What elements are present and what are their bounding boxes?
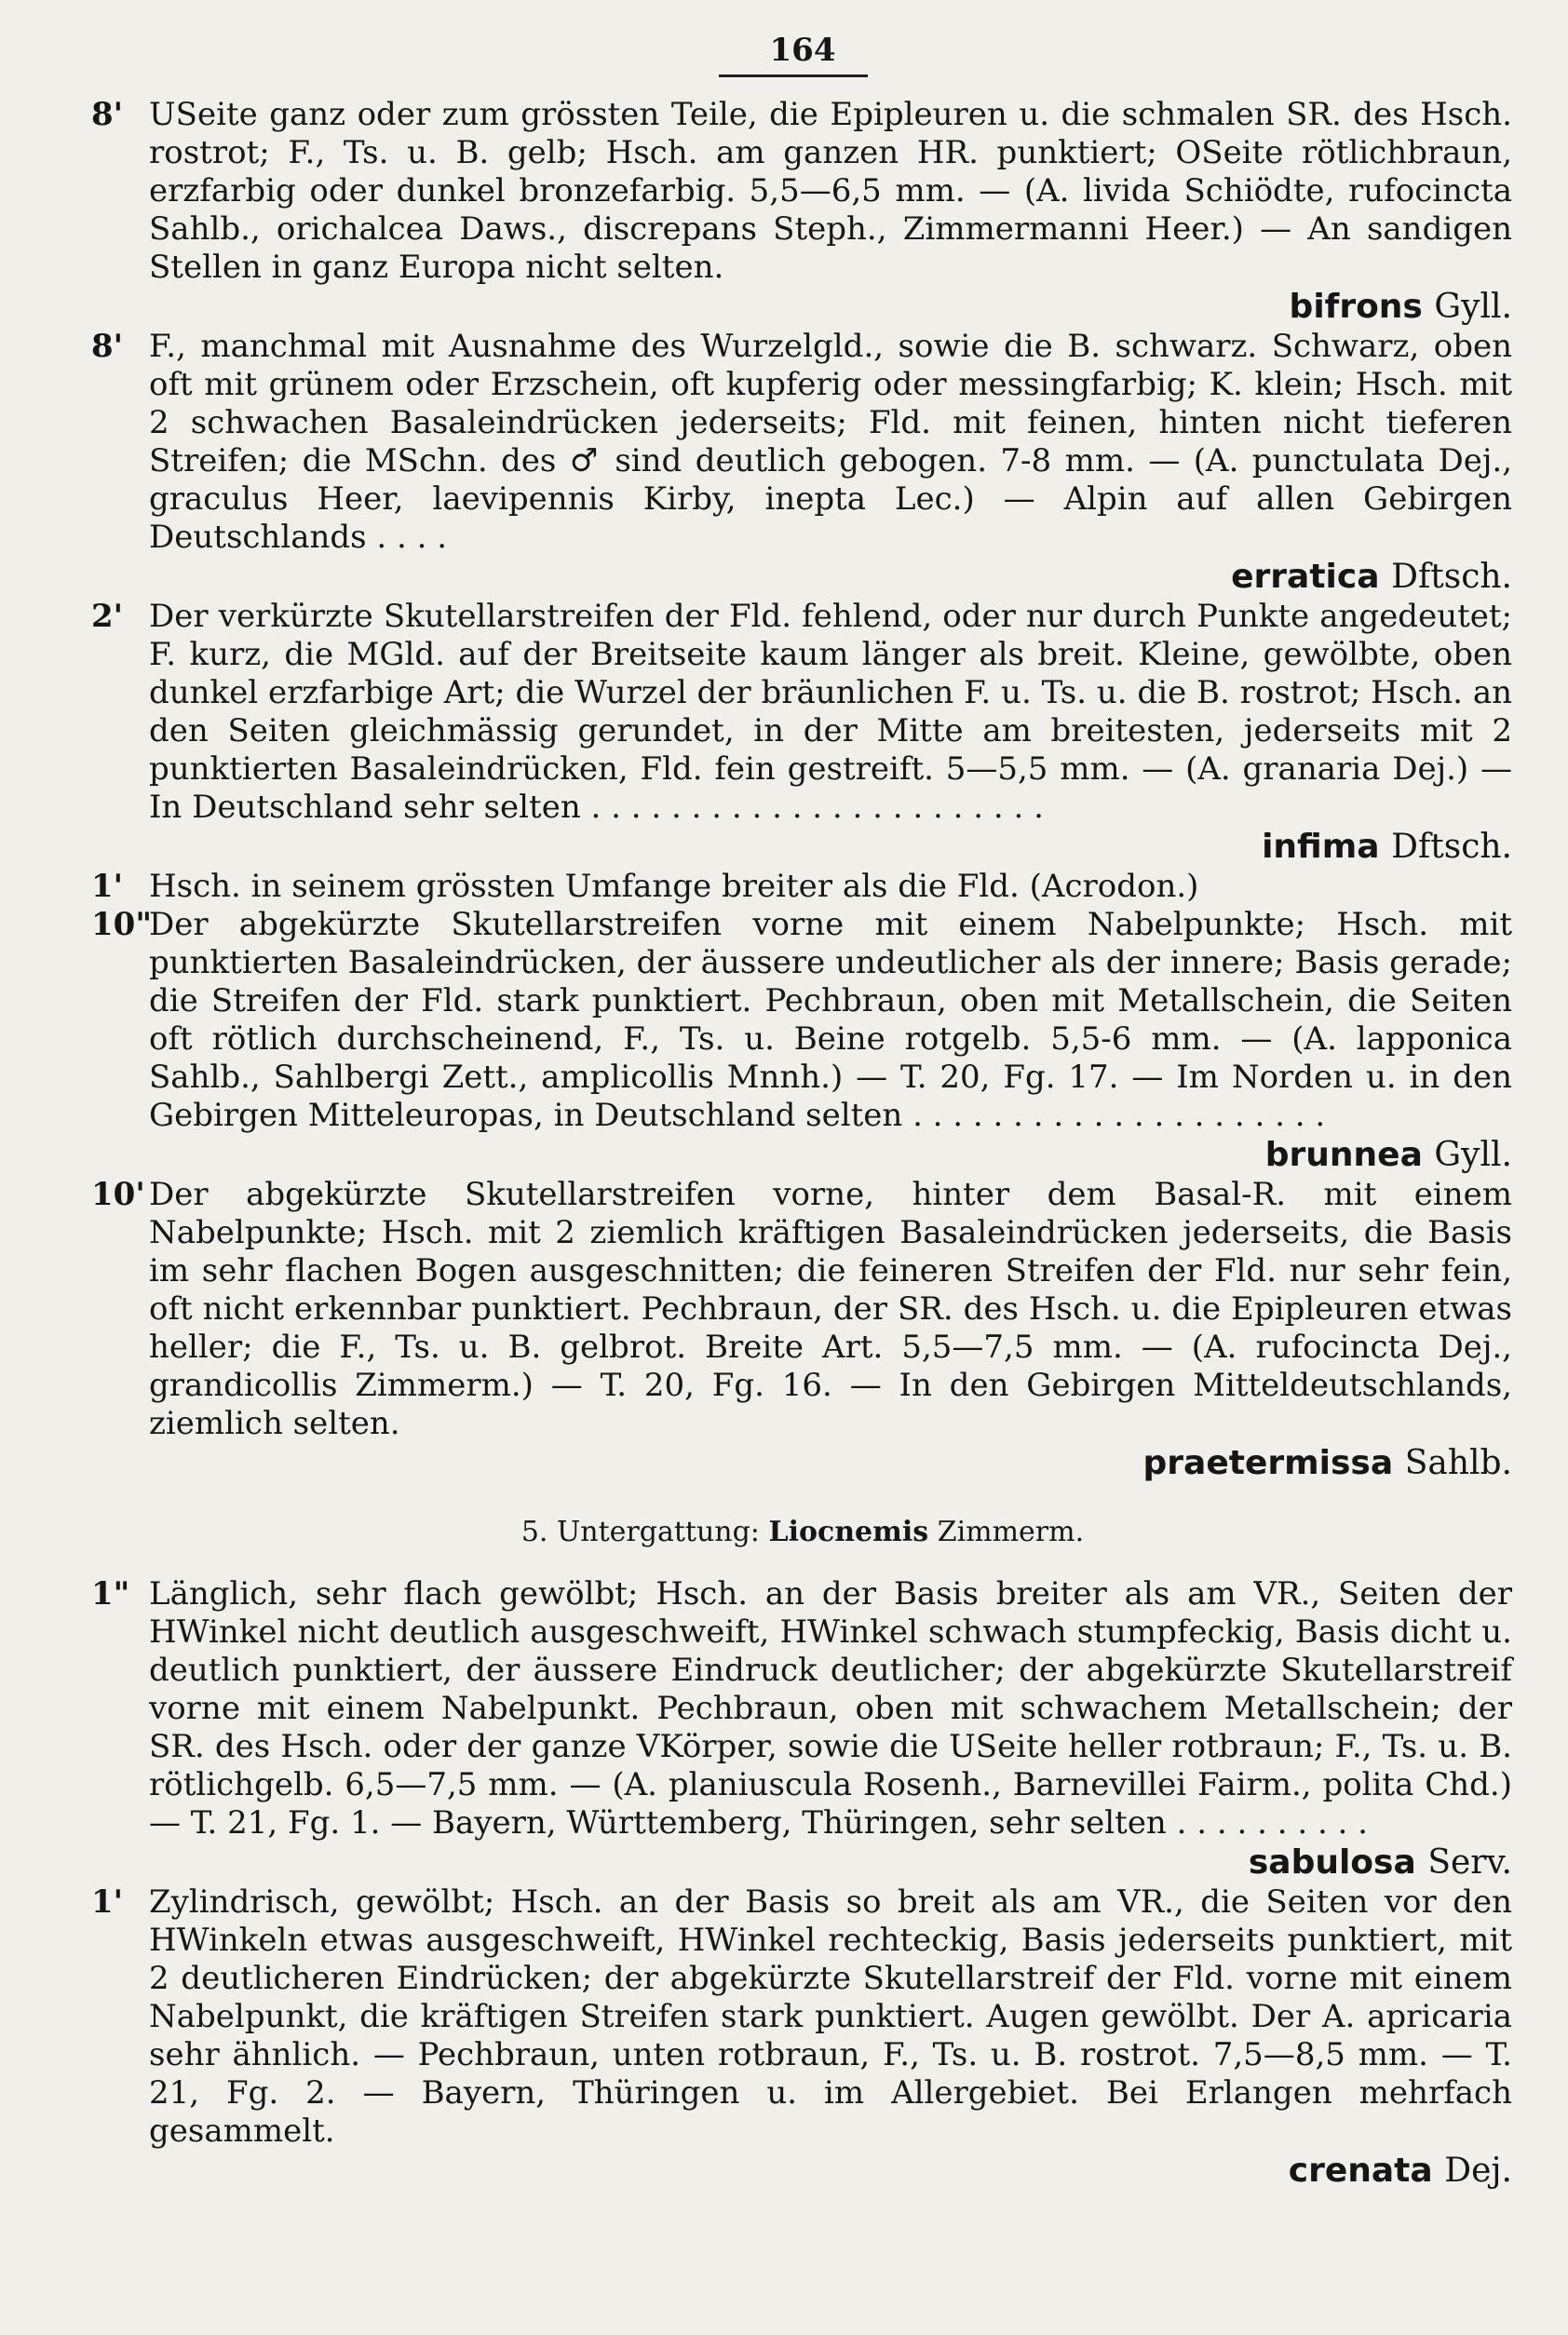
entry-text-block	[91, 868, 1512, 906]
key-entry	[91, 96, 1512, 328]
species-name: praetermissa	[1142, 1444, 1394, 1482]
entry-description: Der abgekürzte Skutellarstreifen vorne mit einem Nabelpunkte; Hsch. mit punktierten Basaleindrücken, der äussere undeutlicher als der innere; Basis gerade; die Streifen der Fld. stark punktiert. Pechbraun, oben mit Metallschein, die Seiten oft rötlich durchscheinend, F., Ts. u. Beine rotgelb. 5,5-6 mm. — (A. lapponica Sahlb., Sahlbergi Zett., amplicollis Mnnh.) — T. 20, Fg. 17. — Im Norden u. in den Gebirgen Mitteleuropas, in Deutschland selten . . . . . . . . . . . . . . . . . . . . .	[149, 906, 1512, 1134]
species-name: infima	[1262, 828, 1380, 866]
key-entry	[91, 328, 1512, 598]
species-name: brunnea	[1264, 1136, 1423, 1174]
couplet-marker: 1'	[91, 1883, 124, 1921]
key-entries	[91, 96, 1512, 1484]
species-name: bifrons	[1289, 288, 1423, 326]
page-number: 164	[769, 32, 836, 69]
entry-text-block	[91, 598, 1512, 827]
couplet-marker: 1'	[91, 868, 124, 905]
entry-text-block	[91, 1176, 1512, 1443]
couplet-marker: 10"	[91, 906, 153, 943]
species-line	[149, 1842, 1512, 1883]
subgenus-name: Liocnemis	[768, 1516, 929, 1548]
key-entry	[91, 1883, 1512, 2192]
species-author: Dftsch.	[1391, 558, 1512, 596]
entry-text-block	[91, 1883, 1512, 2151]
species-author: Dej.	[1444, 2152, 1512, 2190]
subgenus-prefix: 5. Untergattung:	[520, 1516, 760, 1548]
page-number-rule	[719, 74, 868, 77]
species-line	[149, 2151, 1512, 2192]
species-name: sabulosa	[1248, 1843, 1416, 1882]
entry-description: Der verkürzte Skutellarstreifen der Fld. fehlend, oder nur durch Punkte angedeutet; F. kurz, die MGld. auf der Breitseite kaum länger als breit. Kleine, gewölbte, oben dunkel erzfarbige Art; die Wurzel der bräunlichen F. u. Ts. u. die B. rostrot; Hsch. an den Seiten gleichmässig gerundet, in der Mitte am breitesten, jederseits mit 2 punktierten Basaleindrücken, Fld. fein gestreift. 5—5,5 mm. — (A. granaria Dej.) — In Deutschland sehr selten . . . . . . . . . . . . . . . . . . . . . . .	[149, 598, 1512, 826]
key-entry	[91, 1575, 1512, 1883]
species-author: Serv.	[1427, 1843, 1512, 1882]
entry-description: Hsch. in seinem grössten Umfange breiter als die Fld. (Acrodon.)	[149, 868, 1199, 905]
subgenus-heading	[93, 1512, 1512, 1553]
species-line	[149, 1135, 1512, 1176]
species-line	[149, 287, 1512, 328]
entry-description: Länglich, sehr flach gewölbt; Hsch. an der Basis breiter als am VR., Seiten der HWinkel nicht deutlich ausgeschweift, HWinkel schwach stumpfeckig, Basis dicht u. deutlich punktiert, der äussere Eindruck deutlicher; der abgekürzte Skutellarstreif vorne mit einem Nabelpunkt. Pechbraun, oben mit schwachem Metallschein; der SR. des Hsch. oder der ganze VKörper, sowie die USeite heller rotbraun; F., Ts. u. B. rötlichgelb. 6,5—7,5 mm. — (A. planiuscula Rosenh., Barnevillei Fairm., polita Chd.) — T. 21, Fg. 1. — Bayern, Württemberg, Thüringen, sehr selten . . . . . . . . . .	[149, 1575, 1512, 1842]
entry-text-block	[91, 906, 1512, 1135]
couplet-marker: 8'	[91, 328, 124, 365]
key-entry	[91, 1176, 1512, 1484]
species-name: erratica	[1231, 558, 1380, 596]
couplet-marker: 10'	[91, 1176, 145, 1213]
subgenus-author: Zimmerm.	[937, 1516, 1085, 1548]
entry-description: USeite ganz oder zum grössten Teile, die Epipleuren u. die schmalen SR. des Hsch. rostrot; F., Ts. u. B. gelb; Hsch. am ganzen HR. punktiert; OSeite rötlichbraun, erzfarbig oder dunkel bronzefarbig. 5,5—6,5 mm. — (A. livida Schiödte, rufocincta Sahlb., orichalcea Daws., discrepans Steph., Zimmermanni Heer.) — An sandigen Stellen in ganz Europa nicht selten.	[149, 96, 1512, 286]
species-author: Sahlb.	[1404, 1444, 1512, 1482]
species-line	[149, 1443, 1512, 1484]
couplet-marker: 8'	[91, 96, 124, 133]
entry-text-block	[91, 1575, 1512, 1842]
species-author: Dftsch.	[1391, 828, 1512, 866]
key-entry	[91, 868, 1512, 906]
species-author: Gyll.	[1434, 288, 1512, 326]
species-name: crenata	[1288, 2152, 1433, 2190]
entry-description: Der abgekürzte Skutellarstreifen vorne, hinter dem Basal-R. mit einem Nabelpunkte; Hsch. mit 2 ziemlich kräftigen Basaleindrücken jederseits, die Basis im sehr flachen Bogen ausgeschnitten; die feineren Streifen der Fld. nur sehr fein, oft nicht erkennbar punktiert. Pechbraun, der SR. des Hsch. u. die Epipleuren etwas heller; die F., Ts. u. B. gelbrot. Breite Art. 5,5—7,5 mm. — (A. rufocincta Dej., grandicollis Zimmerm.) — T. 20, Fg. 16. — In den Gebirgen Mitteldeutschlands, ziemlich selten.	[149, 1176, 1512, 1442]
species-line	[149, 827, 1512, 868]
couplet-marker: 1"	[91, 1575, 130, 1613]
entry-description: Zylindrisch, gewölbt; Hsch. an der Basis so breit als am VR., die Seiten vor den HWinkeln etwas ausgeschweift, HWinkel rechteckig, Basis jederseits punktiert, mit 2 deutlicheren Eindrücken; der abgekürzte Skutellarstreif der Fld. vorne mit einem Nabelpunkt, die kräftigen Streifen stark punktiert. Augen gewölbt. Der A. apricaria sehr ähnlich. — Pechbraun, unten rotbraun, F., Ts. u. B. rostrot. 7,5—8,5 mm. — T. 21, Fg. 2. — Bayern, Thüringen u. im Allergebiet. Bei Erlangen mehrfach gesammelt.	[149, 1883, 1512, 2150]
species-line	[149, 557, 1512, 598]
entry-text-block	[91, 328, 1512, 557]
species-author: Gyll.	[1434, 1136, 1512, 1174]
entry-description: F., manchmal mit Ausnahme des Wurzelgld., sowie die B. schwarz. Schwarz, oben oft mit grünem oder Erzschein, oft kupferig oder messingfarbig; K. klein; Hsch. mit 2 schwachen Basaleindrücken jederseits; Fld. mit feinen, hinten nicht tieferen Streifen; die MSchn. des ♂ sind deutlich gebogen. 7-8 mm. — (A. punctulata Dej., graculus Heer, laevipennis Kirby, inepta Lec.) — Alpin auf allen Gebirgen Deutschlands . . . .	[149, 328, 1512, 556]
key-entries-liocnemis	[91, 1575, 1512, 2192]
key-entry	[91, 906, 1512, 1176]
couplet-marker: 2'	[91, 598, 124, 635]
entry-text-block	[91, 96, 1512, 287]
key-entry	[91, 598, 1512, 868]
